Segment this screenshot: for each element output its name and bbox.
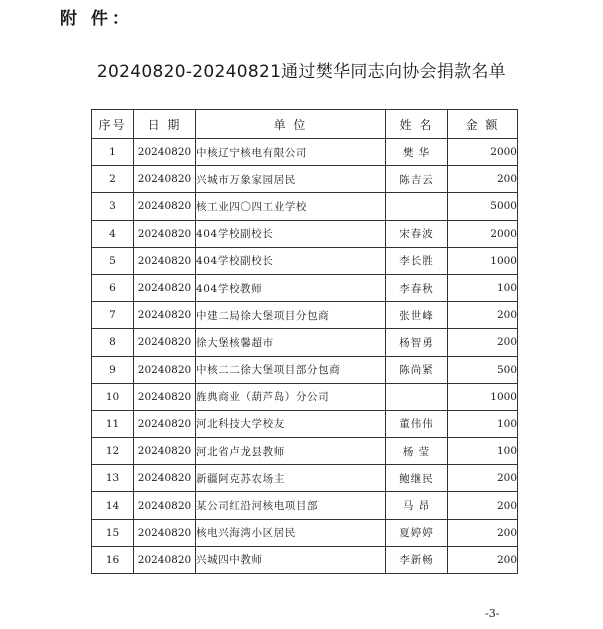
cell-name: 陈吉云 <box>386 166 448 193</box>
cell-date: 20240820 <box>134 220 196 247</box>
donation-table <box>91 109 518 574</box>
table-row <box>92 329 518 356</box>
cell-unit: 兴城四中教师 <box>196 546 386 573</box>
cell-name: 杨智勇 <box>386 329 448 356</box>
cell-amount: 200 <box>448 465 518 492</box>
cell-unit: 兴城市万象家园居民 <box>196 166 386 193</box>
cell-unit: 中核辽宁核电有限公司 <box>196 139 386 166</box>
cell-name: 李新畅 <box>386 546 448 573</box>
cell-date: 20240820 <box>134 492 196 519</box>
column-header-amount: 金 额 <box>448 110 518 139</box>
table-row <box>92 492 518 519</box>
cell-unit: 旌典商业（葫芦岛）分公司 <box>196 383 386 410</box>
cell-unit: 中建二局徐大堡项目分包商 <box>196 302 386 329</box>
table-row <box>92 220 518 247</box>
cell-date: 20240820 <box>134 465 196 492</box>
cell-seq: 6 <box>92 274 134 301</box>
cell-name: 张世峰 <box>386 302 448 329</box>
table-row <box>92 302 518 329</box>
cell-name: 马 昂 <box>386 492 448 519</box>
table-row <box>92 438 518 465</box>
table-row <box>92 546 518 573</box>
cell-amount: 100 <box>448 438 518 465</box>
cell-unit: 404学校副校长 <box>196 247 386 274</box>
cell-amount: 2000 <box>448 139 518 166</box>
cell-unit: 河北科技大学校友 <box>196 410 386 437</box>
cell-name: 陈尚紧 <box>386 356 448 383</box>
cell-unit: 河北省卢龙县教师 <box>196 438 386 465</box>
cell-name: 董伟伟 <box>386 410 448 437</box>
cell-date: 20240820 <box>134 274 196 301</box>
cell-date: 20240820 <box>134 193 196 220</box>
table-row <box>92 356 518 383</box>
cell-seq: 12 <box>92 438 134 465</box>
table-row <box>92 139 518 166</box>
cell-amount: 200 <box>448 166 518 193</box>
cell-seq: 1 <box>92 139 134 166</box>
cell-unit: 中核二二徐大堡项目部分包商 <box>196 356 386 383</box>
cell-date: 20240820 <box>134 329 196 356</box>
cell-name: 李春秋 <box>386 274 448 301</box>
cell-seq: 5 <box>92 247 134 274</box>
cell-amount: 200 <box>448 519 518 546</box>
cell-date: 20240820 <box>134 302 196 329</box>
cell-date: 20240820 <box>134 438 196 465</box>
cell-date: 20240820 <box>134 247 196 274</box>
page-number: -3- <box>485 607 500 620</box>
cell-date: 20240820 <box>134 383 196 410</box>
cell-seq: 11 <box>92 410 134 437</box>
table-row <box>92 247 518 274</box>
cell-name: 鲍继民 <box>386 465 448 492</box>
table-row <box>92 193 518 220</box>
column-header-name: 姓 名 <box>386 110 448 139</box>
cell-seq: 14 <box>92 492 134 519</box>
cell-amount: 1000 <box>448 247 518 274</box>
column-header-date: 日 期 <box>134 110 196 139</box>
cell-seq: 8 <box>92 329 134 356</box>
cell-name: 夏婷婷 <box>386 519 448 546</box>
cell-unit: 徐大堡核馨超市 <box>196 329 386 356</box>
cell-amount: 100 <box>448 274 518 301</box>
cell-name <box>386 383 448 410</box>
cell-date: 20240820 <box>134 546 196 573</box>
cell-name: 宋春波 <box>386 220 448 247</box>
cell-unit: 404学校副校长 <box>196 220 386 247</box>
cell-date: 20240820 <box>134 139 196 166</box>
cell-seq: 4 <box>92 220 134 247</box>
cell-amount: 200 <box>448 546 518 573</box>
document-title: 20240820-20240821通过樊华同志向协会捐款名单 <box>96 62 507 82</box>
cell-amount: 500 <box>448 356 518 383</box>
cell-seq: 3 <box>92 193 134 220</box>
cell-amount: 200 <box>448 302 518 329</box>
cell-seq: 7 <box>92 302 134 329</box>
cell-seq: 10 <box>92 383 134 410</box>
table-header-row <box>92 110 518 139</box>
cell-name: 杨 莹 <box>386 438 448 465</box>
cell-name: 樊 华 <box>386 139 448 166</box>
column-header-unit: 单 位 <box>196 110 386 139</box>
cell-name: 李长胜 <box>386 247 448 274</box>
cell-date: 20240820 <box>134 356 196 383</box>
cell-amount: 100 <box>448 410 518 437</box>
cell-name <box>386 193 448 220</box>
cell-unit: 核工业四〇四工业学校 <box>196 193 386 220</box>
cell-unit: 某公司红沿河核电项目部 <box>196 492 386 519</box>
cell-amount: 2000 <box>448 220 518 247</box>
attachment-label: 附 件： <box>60 9 133 29</box>
cell-date: 20240820 <box>134 410 196 437</box>
cell-seq: 9 <box>92 356 134 383</box>
cell-date: 20240820 <box>134 166 196 193</box>
column-header-seq: 序号 <box>92 110 134 139</box>
cell-seq: 16 <box>92 546 134 573</box>
cell-amount: 1000 <box>448 383 518 410</box>
table-row <box>92 465 518 492</box>
table-row <box>92 166 518 193</box>
cell-date: 20240820 <box>134 519 196 546</box>
table-row <box>92 383 518 410</box>
cell-unit: 新疆阿克苏农场主 <box>196 465 386 492</box>
cell-amount: 200 <box>448 329 518 356</box>
table-body <box>92 139 518 574</box>
cell-seq: 15 <box>92 519 134 546</box>
table-row <box>92 410 518 437</box>
cell-amount: 200 <box>448 492 518 519</box>
cell-unit: 核电兴海湾小区居民 <box>196 519 386 546</box>
table-row <box>92 519 518 546</box>
cell-seq: 2 <box>92 166 134 193</box>
cell-unit: 404学校教师 <box>196 274 386 301</box>
cell-seq: 13 <box>92 465 134 492</box>
table-row <box>92 274 518 301</box>
cell-amount: 5000 <box>448 193 518 220</box>
